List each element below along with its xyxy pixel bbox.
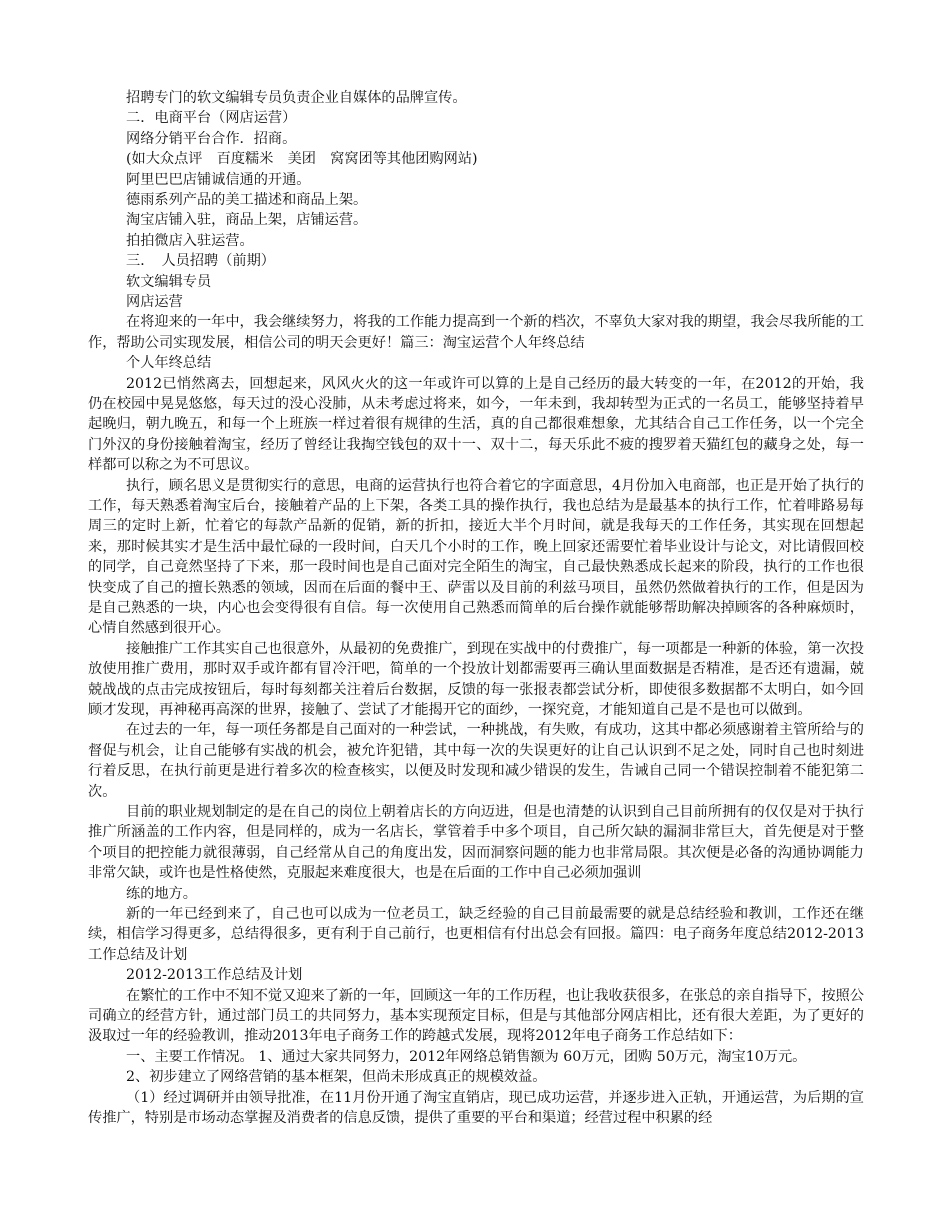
paragraph: 在过去的一年，每一项任务都是自己面对的一种尝试，一种挑战，有失败，有成功，这其中都必须感谢着主管所给与的督促与机会，让自己能够有实战的机会，被允许犯错，其中每一次的失误更好的让自己认识到不足之处，同时自己也时刻进行着反思，在执行前更是进行着多次的检查核实，以便及时发现和减少错误的发生，告诫自己同一个错误控制着不能犯第二次。 [88, 722, 864, 800]
section-heading: 三． 人员招聘（前期） [126, 253, 275, 270]
paragraph: 目前的职业规划制定的是在自己的岗位上朝着店长的方向迈进，但是也清楚的认识到自己目前所拥有的仅仅是对于执行推广所涵盖的工作内容，但是同样的，成为一名店长，掌管着手中多个项目，自己所欠缺的漏洞非常巨大，首先便是对于整个项目的把控能力就很薄弱，自己经常从自己的角度出发，因而洞察问题的能力也非常局限。其次便是必备的沟通协调能力非常欠缺，或许也是性格使然，克服起来难度很大，也是在后面的工作中自己必须加强训 [88, 804, 864, 882]
text-line: 德雨系列产品的美工描述和商品上架。 [126, 191, 368, 208]
section-heading: 二．电商平台（网店运营） [126, 110, 297, 127]
text-line: 软文编辑专员 [126, 273, 212, 290]
text-line: 拍拍微店入驻运营。 [126, 232, 254, 249]
section-heading: 2012-2013工作总结及计划 [126, 967, 303, 984]
text-line: (如大众点评 百度糯米 美团 窝窝团等其他团购网站) [126, 151, 478, 168]
paragraph: 接触推广工作其实自己也很意外，从最初的免费推广，到现在实战中的付费推广，每一项都是一种新的体验，第一次投放使用推广费用，那时双手或许都有冒冷汗吧，简单的一个投放计划都需要再三确认里面数据是否精准，是否还有遗漏，兢兢战战的点击完成按钮后，每时每刻都关注着后台数据，反馈的每一张报表都尝试分析，即使很多数据都不太明白，如今回顾才发现，再神秘再高深的世界，接触了、尝试了才能揭开它的面纱，一探究竟，才能知道自己是不是也可以做到。 [88, 640, 864, 718]
text-line: 阿里巴巴店铺诚信通的开通。 [126, 171, 311, 188]
text-line: 招聘专门的软文编辑专员负责企业自媒体的品牌宣传。 [126, 90, 467, 106]
document-page [88, 88, 864, 1128]
paragraph: 执行，顾名思义是贯彻实行的意思，电商的运营执行也符合着它的字面意思，4月份加入电商部，也正是开始了执行的工作，每天熟悉着淘宝后台，接触着产品的上下架，各类工具的操作执行，我也总结为是最基本的执行工作，忙着啡路易每周三的定时上新，忙着它的每款产品新的促销，新的折扣，接近大半个月时间，就是我每天的工作任务，其实现在回想起来，那时候其实才是生活中最忙碌的一段时间，白天几个小时的工作，晚上回家还需要忙着毕业设计与论文，对比请假回校的同学，自己竟然坚持了下来，那一段时间也是自己面对完全陌生的淘宝，自己最快熟悉成长起来的阶段，执行的工作也很快变成了自己的擅长熟悉的领域，因而在后面的餐中王、萨雷以及目前的利兹马项目，虽然仍然做着执行的工作，但是因为是自己熟悉的一块，内心也会变得很有自信。每一次使用自己熟悉而简单的后台操作就能够帮助解决掉顾客的各种麻烦时，心情自然感到很开心。 [88, 477, 864, 637]
paragraph: 在繁忙的工作中不知不觉又迎来了新的一年，回顾这一年的工作历程，也让我收获很多，在张总的亲自指导下，按照公司确立的经营方针，通过部门员工的共同努力，基本实现预定目标，但是与其他部分网店相比，还有很大差距，为了更好的汲取过一年的经验教训，推动2013年电子商务工作的跨越式发展，现将2012年电子商务工作总结如下： [88, 987, 864, 1045]
paragraph: 在将迎来的一年中，我会继续努力，将我的工作能力提高到一个新的档次，不辜负大家对我的期望，我会尽我所能的工作，帮助公司实现发展，相信公司的明天会更好！篇三：淘宝运营个人年终总结 [88, 314, 864, 351]
paragraph: （1）经过调研并由领导批准，在11月份开通了淘宝直销店，现已成功运营，并逐步进入正轨，开通运营，为后期的宣传推广，特别是市场动态掌握及消费者的信息反馈，提供了重要的平台和渠道；经营过程中积累的经 [88, 1089, 864, 1127]
section-heading: 个人年终总结 [126, 355, 212, 372]
paragraph: 一、主要工作情况。 1、通过大家共同努力，2012年网络总销售额为 60万元，团购 50万元，淘宝10万元。 [126, 1048, 807, 1065]
text-line: 网店运营 [126, 293, 183, 310]
paragraph: 新的一年已经到来了，自己也可以成为一位老员工，缺乏经验的自己目前最需要的就是总结经验和教训，工作还在继续，相信学习得更多，总结得很多，更有利于自己前行，也更相信有付出总会有回报。篇四：电子商务年度总结2012-2013工作总结及计划 [88, 906, 864, 963]
paragraph: 2012已悄然离去，回想起来，风风火火的这一年或许可以算的上是自己经历的最大转变的一年，在2012的开始，我仍在校园中晃晃悠悠，每天过的没心没肺，从未考虑过将来，如今，一年未到，我却转型为正式的一名员工，能够坚持着早起晚归，朝九晚五，和每一个上班族一样过着很有规律的生活，真的自己都很难想象，尤其结合自己工作任务，以一个完全门外汉的身份接触着淘宝，经历了曾经让我掏空钱包的双十一、双十二，每天乐此不疲的搜罗着天猫红包的藏身之处，每一样都可以称之为不可思议。 [88, 375, 864, 474]
text-line: 淘宝店铺入驻，商品上架，店铺运营。 [126, 212, 368, 229]
text-line: 练的地方。 [126, 885, 197, 902]
text-line: 2、初步建立了网络营销的基本框架，但尚未形成真正的规模效益。 [126, 1069, 547, 1086]
text-line: 网络分销平台合作．招商。 [126, 130, 297, 147]
